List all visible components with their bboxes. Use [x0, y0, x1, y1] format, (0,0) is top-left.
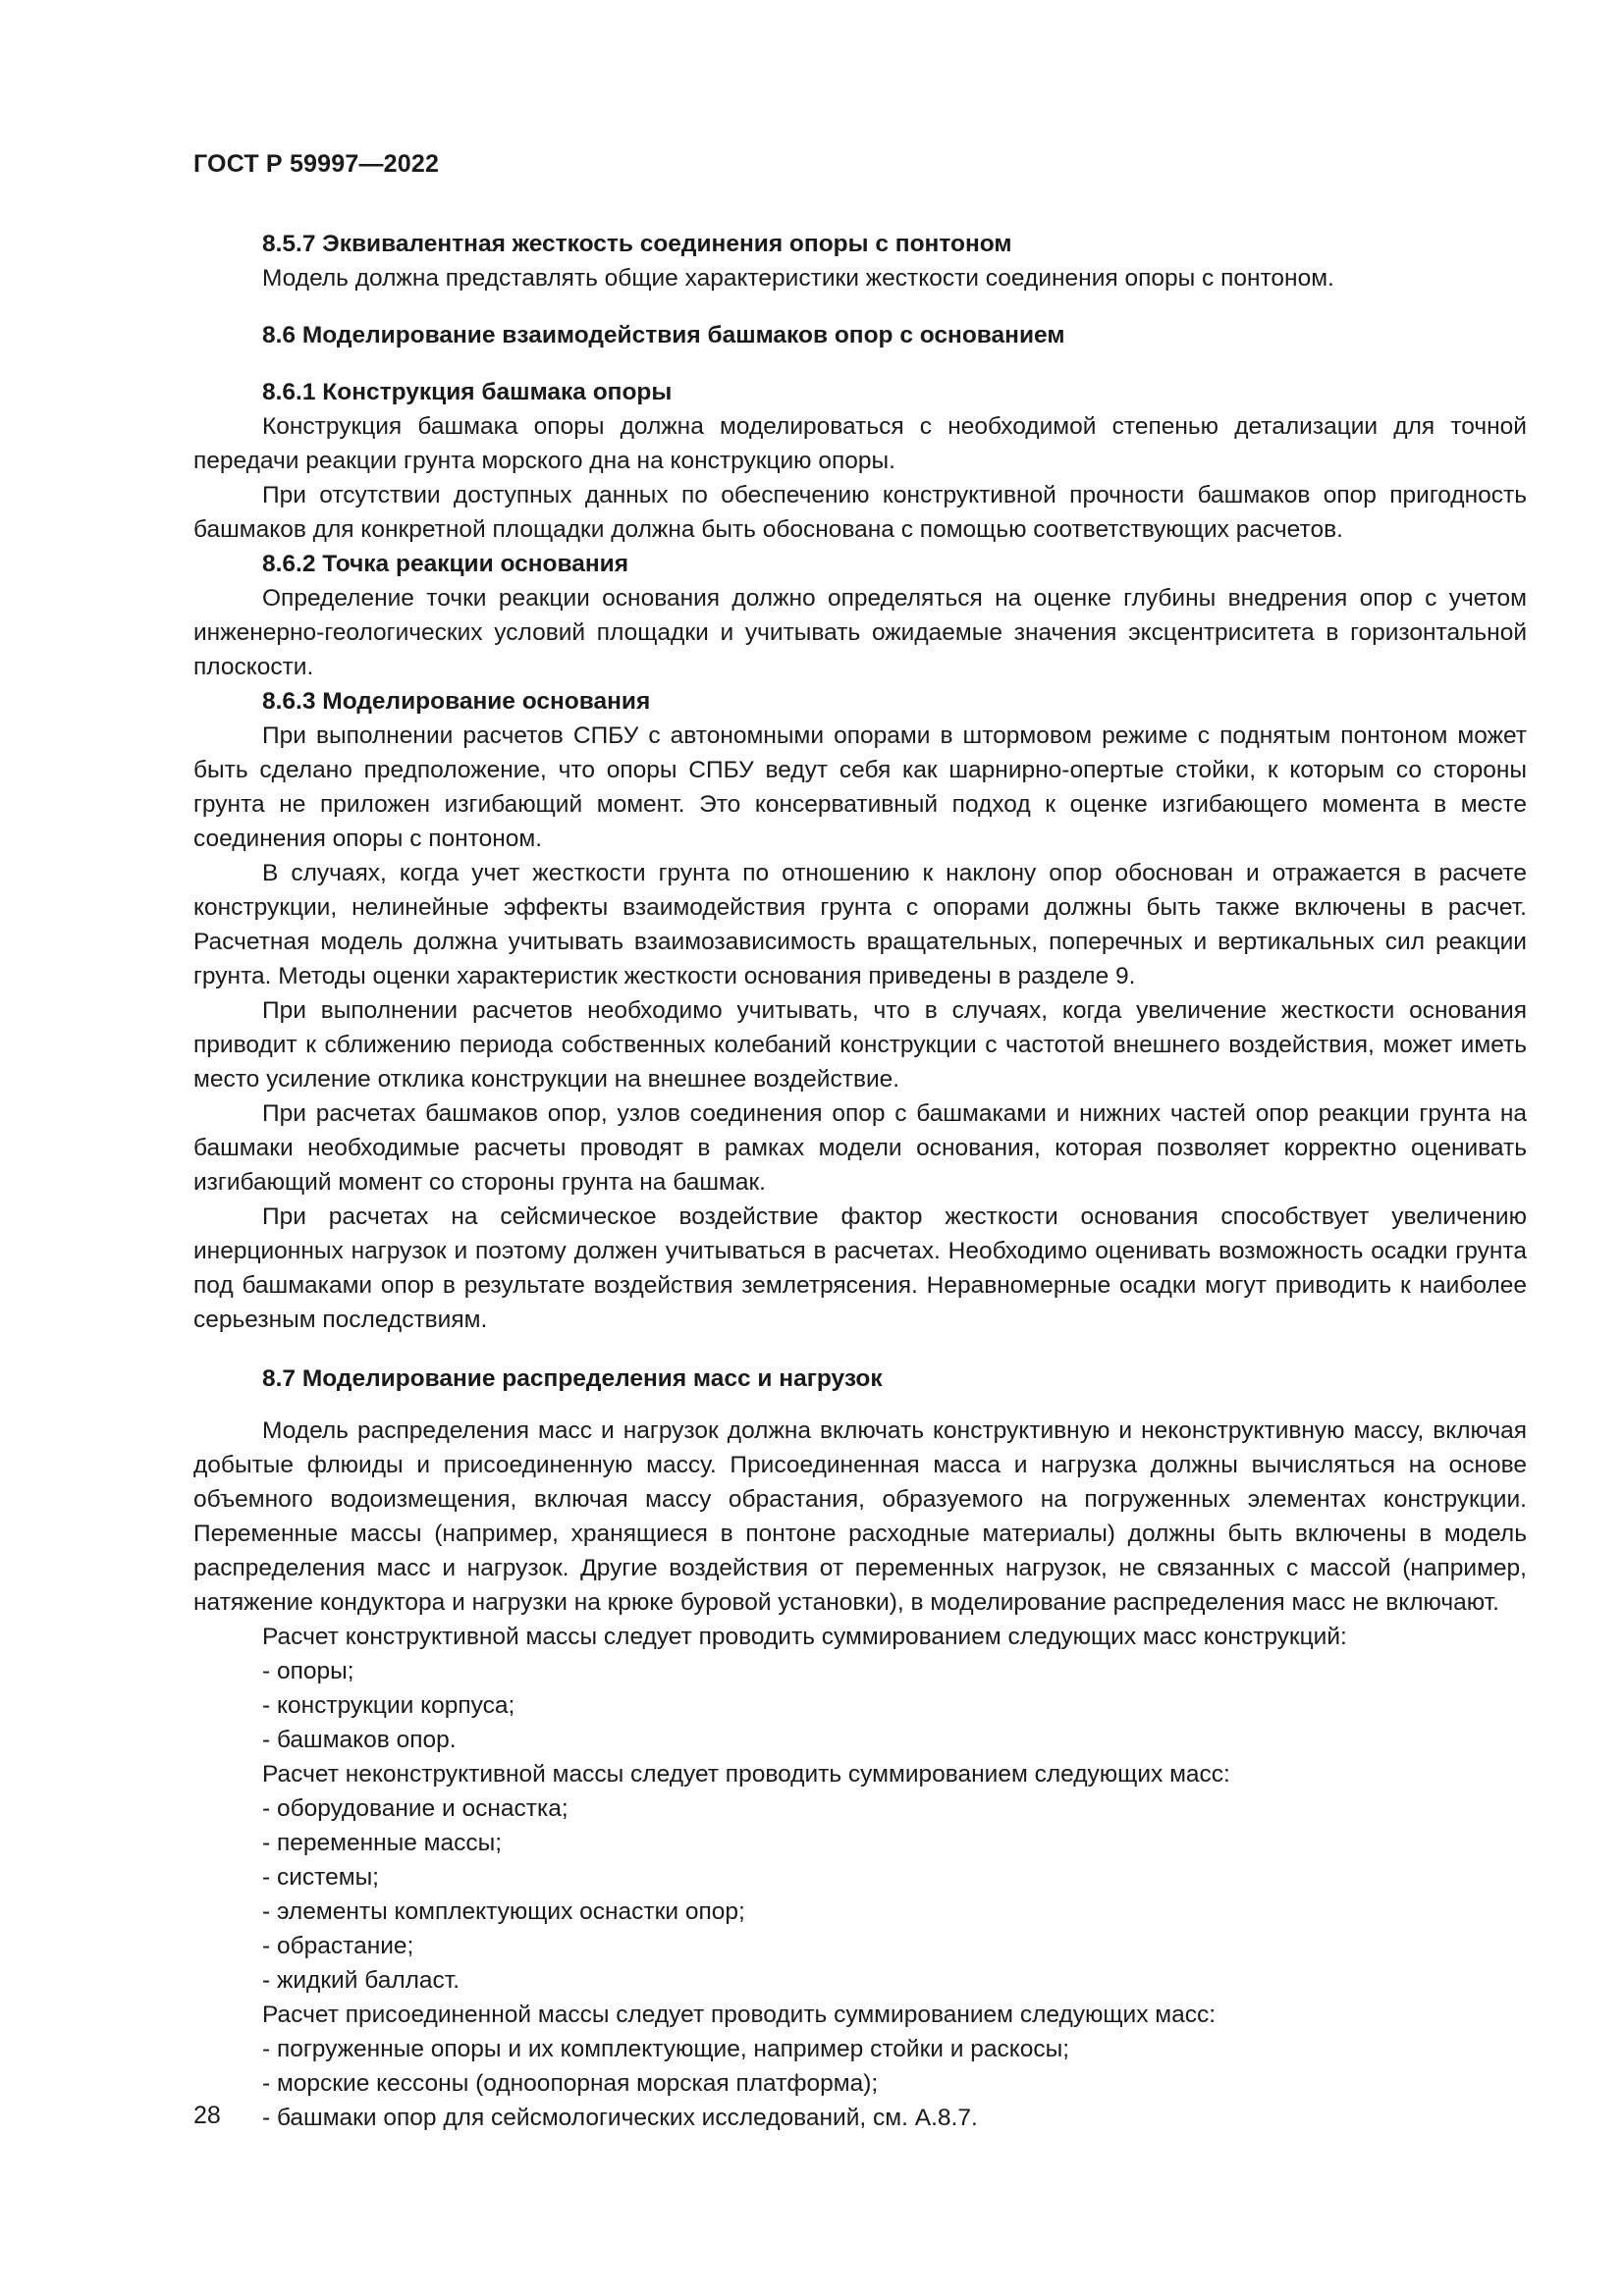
- heading-8-6-1: 8.6.1 Конструкция башмака опоры: [262, 379, 673, 405]
- document-header: ГОСТ Р 59997—2022: [193, 150, 440, 178]
- paragraph: Расчет конструктивной массы следует проводить суммированием следующих масс конструкций:: [262, 1624, 1347, 1650]
- list-item: - оборудование и оснастка;: [262, 1795, 568, 1822]
- list-item: - башмаки опор для сейсмологических исследований, см. А.8.7.: [262, 2105, 978, 2131]
- list-item: - переменные массы;: [262, 1830, 503, 1856]
- paragraph: Определение точки реакции основания должно определяться на оценке глубины внедрения опор с учетом инженерно-геологических условий площадки и учитывать ожидаемые значения эксцентриситета в горизонтальной плоскости.: [193, 585, 1527, 680]
- heading-8-6: 8.6 Моделирование взаимодействия башмаков опор с основанием: [262, 322, 1065, 348]
- paragraph: Модель должна представлять общие характеристики жесткости соединения опоры с понтоном.: [262, 265, 1334, 292]
- list-item: - жидкий балласт.: [262, 1967, 460, 1994]
- list-item: - конструкции корпуса;: [262, 1692, 515, 1719]
- paragraph: При отсутствии доступных данных по обеспечению конструктивной прочности башмаков опор пригодность башмаков для конкретной площадки должна быть обоснована с помощью соответствующих расчетов.: [193, 482, 1527, 543]
- paragraph: В случаях, когда учет жесткости грунта по отношению к наклону опор обоснован и отражается в расчете конструкции, нелинейные эффекты взаимодействия грунта с опорами должны быть также включены в расчет. Расчетная модель должна учитывать взаимозависимость вращательных, поперечных и вертикальных сил реакции грунта. Методы оценки характеристик жесткости основания приведены в разделе 9.: [193, 860, 1527, 989]
- list-item: - элементы комплектующих оснастки опор;: [262, 1898, 745, 1925]
- heading-8-6-3: 8.6.3 Моделирование основания: [262, 688, 651, 715]
- heading-8-6-2: 8.6.2 Точка реакции основания: [262, 551, 629, 577]
- heading-8-5-7: 8.5.7 Эквивалентная жесткость соединения опоры с понтоном: [262, 231, 1012, 257]
- list-item: - обрастание;: [262, 1933, 414, 1959]
- document-body: [193, 227, 1527, 2135]
- page-number: 28: [193, 2102, 221, 2129]
- heading-8-7: 8.7 Моделирование распределения масс и нагрузок: [262, 1365, 883, 1392]
- paragraph: Конструкция башмака опоры должна моделироваться с необходимой степенью детализации для точной передачи реакции грунта морского дна на конструкцию опоры.: [193, 413, 1527, 474]
- paragraph: При выполнении расчетов СПБУ с автономными опорами в штормовом режиме с поднятым понтоном может быть сделано предположение, что опоры СПБУ ведут себя как шарнирно-опертые стойки, к которым со стороны грунта не приложен изгибающий момент. Это консервативный подход к оценке изгибающего момента в месте соединения опоры с понтоном.: [193, 722, 1527, 852]
- paragraph: При расчетах башмаков опор, узлов соединения опор с башмаками и нижних частей опор реакции грунта на башмаки необходимые расчеты проводят в рамках модели основания, которая позволяет корректно оценивать изгибающий момент со стороны грунта на башмак.: [193, 1100, 1527, 1196]
- list-item: - погруженные опоры и их комплектующие, например стойки и раскосы;: [262, 2036, 1070, 2062]
- paragraph: Расчет неконструктивной массы следует проводить суммированием следующих масс:: [262, 1761, 1230, 1788]
- list-item: - опоры;: [262, 1658, 354, 1684]
- paragraph: При выполнении расчетов необходимо учитывать, что в случаях, когда увеличение жесткости основания приводит к сближению периода собственных колебаний конструкции с частотой внешнего воздействия, может иметь место усиление отклика конструкции на внешнее воздействие.: [193, 997, 1527, 1093]
- paragraph: Расчет присоединенной массы следует проводить суммированием следующих масс:: [262, 2002, 1217, 2028]
- list-item: - системы;: [262, 1864, 379, 1891]
- document-page: [193, 0, 1527, 2296]
- paragraph: Модель распределения масс и нагрузок должна включать конструктивную и неконструктивную массу, включая добытые флюиды и присоединенную массу. Присоединенная масса и нагрузка должны вычисляться на основе объемного водоизмещения, включая массу обрастания, образуемого на погруженных элементах конструкции. Переменные массы (например, хранящиеся в понтоне расходные материалы) должны быть включены в модель распределения масс и нагрузок. Другие воздействия от переменных нагрузок, не связанных с массой (например, натяжение кондуктора и нагрузки на крюке буровой установки), в моделирование распределения масс не включают.: [193, 1417, 1527, 1616]
- list-item: - морские кессоны (одноопорная морская платформа);: [262, 2070, 879, 2097]
- list-item: - башмаков опор.: [262, 1727, 457, 1753]
- paragraph: При расчетах на сейсмическое воздействие фактор жесткости основания способствует увеличению инерционных нагрузок и поэтому должен учитываться в расчетах. Необходимо оценивать возможность осадки грунта под башмаками опор в результате воздействия землетрясения. Неравномерные осадки могут приводить к наиболее серьезным последствиям.: [193, 1203, 1527, 1333]
